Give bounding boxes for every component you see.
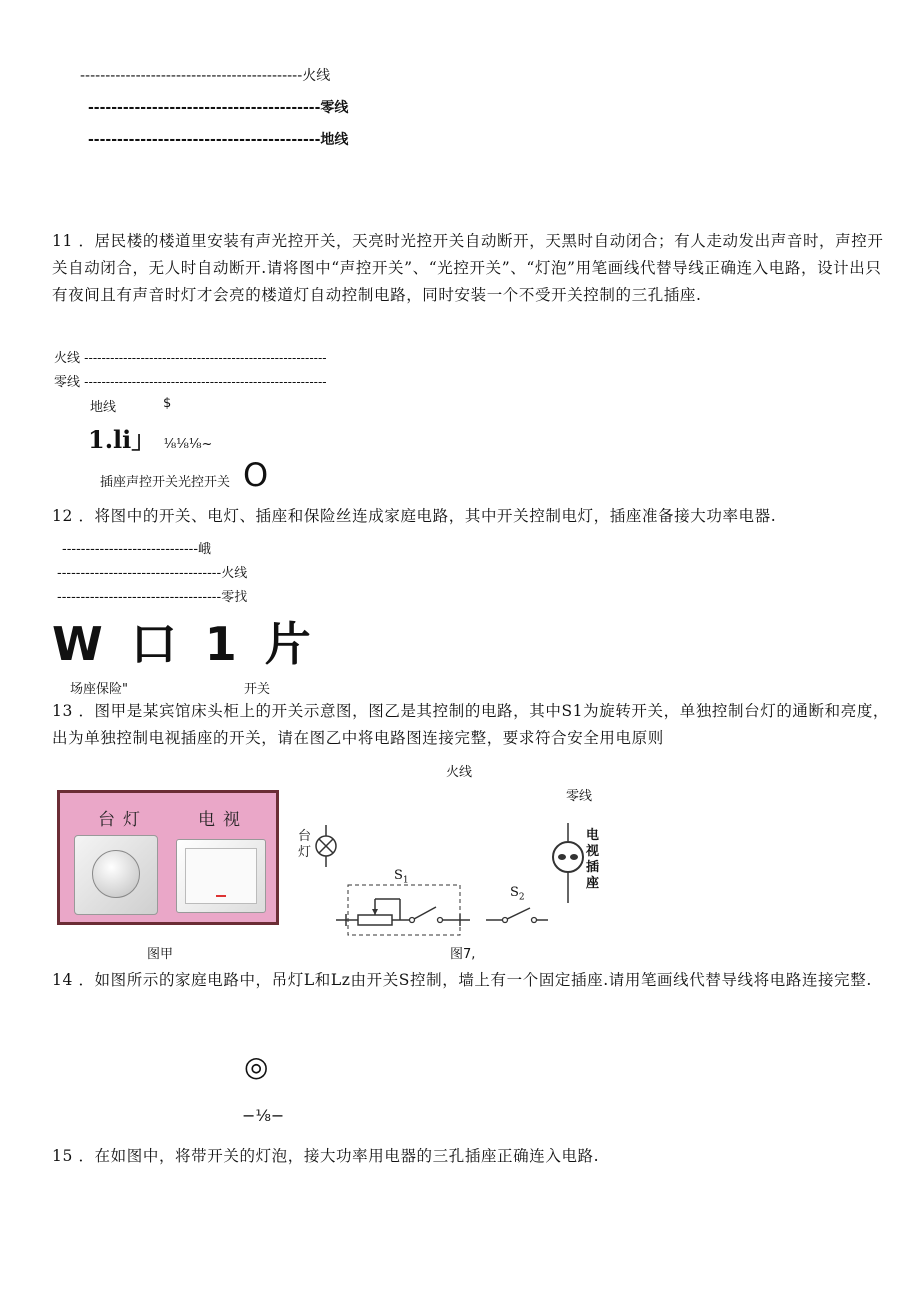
q11-ground-label: 地线 xyxy=(90,400,117,415)
s1-letter: S xyxy=(394,868,403,883)
q14-fraction: −⅛− xyxy=(242,1106,285,1125)
circuit-diagram xyxy=(290,815,610,945)
dashes: ----------------------------------- xyxy=(57,566,222,581)
q11-fire-line xyxy=(54,347,327,366)
wire-line-zero xyxy=(88,97,348,117)
wire-line-ground xyxy=(88,129,348,149)
dashes: ---------------------------------------- xyxy=(88,132,321,148)
char: 台 xyxy=(298,829,312,844)
s2-switch-icon xyxy=(507,908,530,919)
glyph-text-2: ⅛⅛⅛~ xyxy=(163,437,213,452)
q12-big-glyphs: W 口 1 片 xyxy=(52,617,317,671)
socket-side-label xyxy=(586,828,600,892)
rocker-switch-icon xyxy=(185,848,257,904)
char: 电 xyxy=(586,828,600,843)
panel-tv-label: 电视 xyxy=(198,810,248,830)
q12-line-3 xyxy=(57,586,247,605)
s2-letter: S xyxy=(510,885,519,900)
char: 座 xyxy=(586,876,600,891)
wire-label: 火线 xyxy=(221,566,248,581)
q11-glyphs xyxy=(88,420,212,455)
question-12-text: 12 ．将图中的开关、电灯、插座和保险丝连成家庭电路，其中开关控制电灯，插座准备接大功率电器. xyxy=(52,507,777,525)
question-11-text: 11 ．居民楼的楼道里安装有声光控开关，天亮时光控开关自动断开，天黑时自动闭合；有人走动发出声音时，声控开关自动闭合，无人时自动断开.请将图中“声控开关”、“光控开关”、“灯泡”用笔画线代替导线正确连入电路，设计出只有夜间且有声音时灯才会亮的楼道灯自动控制电路，同时安装一个不受开关控制的三孔插座. xyxy=(52,232,884,304)
q13-fire-label: 火线 xyxy=(446,765,473,780)
switch-panel-photo xyxy=(57,790,279,925)
s1-dashed-box xyxy=(348,885,460,935)
zero-label: 零线 xyxy=(54,375,81,390)
char: 视 xyxy=(586,844,600,859)
q11-circle: O xyxy=(243,456,269,494)
q11-caption: 插座声控开关光控开关 xyxy=(100,475,231,490)
dashes: -------------------------------------------- xyxy=(80,68,303,84)
q12-caption-2: 开关 xyxy=(244,682,271,697)
wire-label: 峨 xyxy=(198,542,212,557)
fire-label: 火线 xyxy=(54,351,81,366)
char: 灯 xyxy=(298,845,312,860)
question-13-text: 13 ．图甲是某宾馆床头柜上的开关示意图，图乙是其控制的电路，其中S1为旋转开关，单独控制台灯的通断和亮度，出为单独控制电视插座的开关，请在图乙中将电路图连接完整，要求符合安全用电原则 xyxy=(52,702,890,747)
wire-label: 地线 xyxy=(320,132,349,148)
caption-figure-b: 图7, xyxy=(450,947,476,962)
s1-switch-icon xyxy=(414,907,436,919)
wire-label: 火线 xyxy=(302,68,331,84)
dashes: ----------------------------------- xyxy=(57,590,222,605)
dashes: ----------------------------- xyxy=(62,542,199,557)
wire-label: 零找 xyxy=(221,590,248,605)
q14-circle-icon: ◎ xyxy=(244,1050,269,1083)
rotary-switch-plate xyxy=(74,835,158,915)
wire-line-fire xyxy=(80,65,330,85)
q11-dollar: $ xyxy=(163,396,172,411)
dashes: ---------------------------------------- xyxy=(88,100,321,116)
s2-sub: 2 xyxy=(518,892,525,903)
caption-figure-a: 图甲 xyxy=(147,947,174,962)
q12-caption-1: 场座保险" xyxy=(70,682,128,697)
dashes: -------------------------------------------------------- xyxy=(84,375,327,389)
rotary-knob-icon xyxy=(92,850,140,898)
s2-label xyxy=(510,885,525,903)
glyph-text: 1.li」 xyxy=(88,425,156,454)
question-15-text: 15 ．在如图中，将带开关的灯泡，接大功率用电器的三孔插座正确连入电路. xyxy=(52,1147,600,1165)
wire-label: 零线 xyxy=(320,100,349,116)
char: 插 xyxy=(586,860,600,875)
q12-line-1 xyxy=(62,538,211,557)
s1-sub: 1 xyxy=(402,875,409,886)
dashes: -------------------------------------------------------- xyxy=(84,351,327,365)
rocker-switch-plate xyxy=(176,839,266,913)
rheostat-icon xyxy=(358,915,392,925)
q13-zero-label: 零线 xyxy=(566,789,593,804)
tv-socket-icon xyxy=(553,842,583,872)
q11-zero-line xyxy=(54,371,327,390)
s1-label xyxy=(394,868,409,886)
panel-lamp-label: 台灯 xyxy=(98,810,148,830)
lamp-side-label xyxy=(298,829,312,861)
question-14-text: 14 ．如图所示的家庭电路中，吊灯L和Lz由开关S控制，墙上有一个固定插座.请用笔画线代替导线将电路连接完整. xyxy=(52,971,872,989)
q12-line-2 xyxy=(57,562,247,581)
